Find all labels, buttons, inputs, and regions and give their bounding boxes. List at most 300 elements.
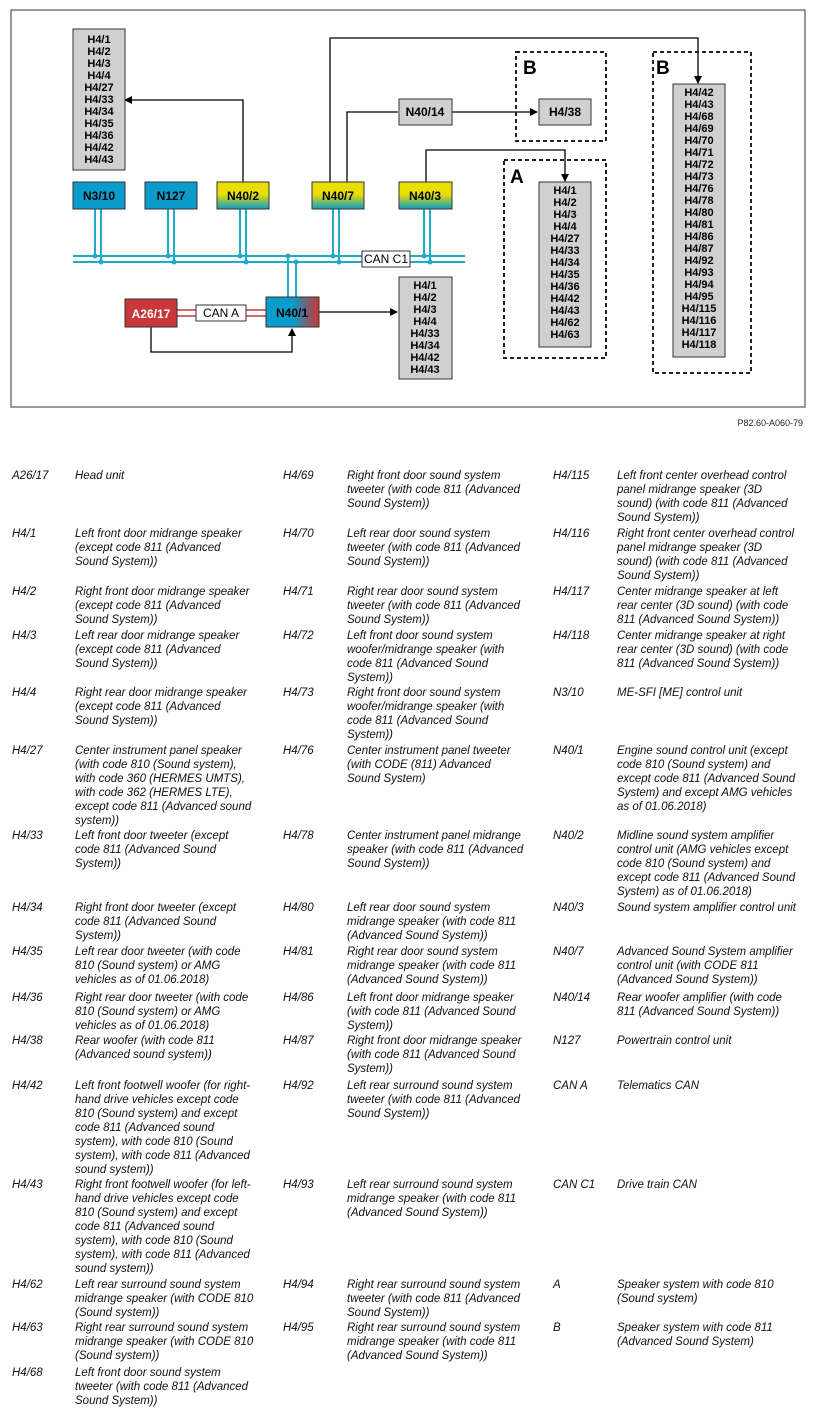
legend-description xyxy=(617,469,807,525)
legend-description-line: Right rear door sound system xyxy=(347,946,498,958)
legend-description-line: (except code 811 (Advanced xyxy=(75,701,221,713)
speaker-list-item: H4/4 xyxy=(87,70,111,82)
legend-description xyxy=(617,1178,807,1192)
legend-description-line: tweeter (with code 811 (Advanced xyxy=(347,600,521,612)
legend-description-line: with code 362 (HERMES LTE), xyxy=(75,787,233,799)
legend-code: H4/80 xyxy=(283,902,314,914)
legend-description xyxy=(617,585,807,627)
speaker-list-item: H4/87 xyxy=(684,243,714,255)
legend-description xyxy=(75,1278,265,1320)
legend-description-line: Right front door midrange speaker xyxy=(75,586,250,598)
speaker-list-item: H4/36 xyxy=(550,281,580,293)
legend-description-line: Midline sound system amplifier xyxy=(617,830,775,842)
legend-code: N3/10 xyxy=(553,687,584,699)
node-n40-7 xyxy=(312,182,364,209)
legend-description-line: 810 (Sound system) and except xyxy=(75,1207,238,1219)
legend-description-line: midrange speaker (with CODE 810 xyxy=(75,1293,254,1305)
speaker-list-item: H4/33 xyxy=(410,328,440,340)
wiring-diagram xyxy=(0,0,815,420)
legend-description xyxy=(75,901,265,943)
speaker-list-item: H4/42 xyxy=(410,352,440,364)
speaker-list-item: H4/1 xyxy=(553,185,577,197)
legend-description-line: except code 811 (Advanced Sound xyxy=(617,872,796,884)
legend-description-line: Left rear door midrange speaker xyxy=(75,630,240,642)
legend-description-line: System) and except AMG vehicles xyxy=(617,787,793,799)
legend-description-line: (with code 810 (Sound system), xyxy=(75,759,237,771)
legend-description xyxy=(347,991,537,1033)
legend-description xyxy=(75,527,265,569)
legend-description xyxy=(347,1079,537,1121)
legend-description-line: panel midrange speaker (3D xyxy=(617,542,763,554)
legend-description-line: (with CODE (811) Advanced xyxy=(347,759,491,771)
legend-code: H4/27 xyxy=(12,745,43,757)
legend-description-line: Right front door sound system xyxy=(347,470,501,482)
legend-description-line: Left rear door sound system xyxy=(347,528,491,540)
legend-description-line: hand drive vehicles except code xyxy=(75,1094,239,1106)
legend-description xyxy=(347,901,537,943)
legend-code: H4/94 xyxy=(283,1279,314,1291)
legend-code: N40/1 xyxy=(553,745,584,757)
legend-description-line: system), with code 811 (Advanced xyxy=(75,1150,250,1162)
legend-description-line: midrange speaker (with code 811 xyxy=(347,1336,517,1348)
legend-description-line: System)) xyxy=(347,1020,393,1032)
legend-description-line: tweeter (with code 811 (Advanced xyxy=(347,1293,521,1305)
speaker-list-left-top xyxy=(84,34,114,166)
speaker-list-item: H4/118 xyxy=(681,339,717,351)
node-n3-10 xyxy=(73,182,125,209)
legend-description-line: (Advanced sound system)) xyxy=(75,1049,212,1061)
legend-description-line: 810 (Sound system) or AMG xyxy=(75,960,221,972)
speaker-list-middle-bottom xyxy=(410,280,440,376)
legend-description xyxy=(75,1034,265,1062)
legend-code: H4/86 xyxy=(283,992,314,1004)
legend-code: H4/1 xyxy=(12,528,37,540)
legend-code: H4/70 xyxy=(283,528,314,540)
legend-description xyxy=(75,991,265,1033)
legend-code: N40/2 xyxy=(553,830,584,842)
legend-description-line: tweeter (with code 811 (Advanced xyxy=(347,484,521,496)
legend-description xyxy=(347,629,537,685)
legend-code: H4/33 xyxy=(12,830,43,842)
legend-description-line: Speaker system with code 810 xyxy=(617,1279,774,1291)
legend-description-line: Sound system amplifier control unit xyxy=(617,902,796,914)
legend-code: H4/43 xyxy=(12,1179,43,1191)
legend-description-line: Sound System)) xyxy=(617,512,700,524)
svg-text:CAN C1: CAN C1 xyxy=(363,252,409,266)
speaker-list-item: H4/34 xyxy=(410,340,440,352)
legend-description-line: Left rear door sound system xyxy=(347,902,491,914)
speaker-list-item: H4/43 xyxy=(550,305,580,317)
legend-description-line: (except code 811 (Advanced xyxy=(75,542,221,554)
speaker-list-item: H4/2 xyxy=(87,46,111,58)
speaker-list-item: H4/92 xyxy=(684,255,714,267)
legend-description-line: rear center (3D sound) (with code xyxy=(617,600,789,612)
speaker-list-item: H4/63 xyxy=(550,329,580,341)
legend-description-line: tweeter (with code 811 (Advanced xyxy=(347,1094,521,1106)
can-a-label xyxy=(196,305,246,321)
legend-description-line: Center instrument panel midrange xyxy=(347,830,521,842)
legend-description-line: Rear woofer amplifier (with code xyxy=(617,992,782,1004)
legend-description-line: (Sound system)) xyxy=(75,1350,160,1362)
node-a26-17 xyxy=(125,299,177,327)
legend-code: H4/62 xyxy=(12,1279,43,1291)
legend-description-line: system), with code 810 (Sound xyxy=(75,1235,233,1247)
legend-description-line: code 811 (Advanced Sound xyxy=(347,658,489,670)
legend-description xyxy=(617,945,807,987)
speaker-list-item: H4/42 xyxy=(684,87,714,99)
legend-code: H4/3 xyxy=(12,630,37,642)
legend-description xyxy=(617,527,807,583)
legend-description-line: vehicles as of 01.06.2018) xyxy=(75,974,210,986)
legend-description-line: tweeter (with code 811 (Advanced xyxy=(347,542,521,554)
legend-description-line: Sound System)) xyxy=(347,1108,430,1120)
legend-description xyxy=(75,829,265,871)
speaker-list-item: H4/3 xyxy=(413,304,437,316)
legend-description-line: Telematics CAN xyxy=(617,1080,700,1092)
legend-description-line: Right rear door tweeter (with code xyxy=(75,992,249,1004)
legend-description-line: sound) (with code 811 (Advanced xyxy=(617,498,788,510)
legend-description xyxy=(347,744,537,786)
legend-description xyxy=(75,469,265,483)
speaker-list-item: H4/27 xyxy=(84,82,114,94)
legend-description xyxy=(347,585,537,627)
legend-description xyxy=(617,629,807,671)
speaker-list-item: H4/69 xyxy=(684,123,714,135)
legend-description-line: Right rear surround sound system xyxy=(347,1279,521,1291)
speaker-list-item: H4/4 xyxy=(553,221,577,233)
legend-description-line: (except code 811 (Advanced xyxy=(75,644,221,656)
legend-description-line: System)) xyxy=(75,930,121,942)
legend-description-line: code 811 (Advanced Sound xyxy=(75,916,217,928)
legend-description-line: code 811 (Advanced Sound xyxy=(347,715,489,727)
legend-description-line: (with code 811 (Advanced Sound xyxy=(347,1049,516,1061)
legend-description xyxy=(617,991,807,1019)
speaker-list-item: H4/62 xyxy=(550,317,580,329)
legend-description-line: system)) xyxy=(75,815,120,827)
legend-description-line: Head unit xyxy=(75,470,125,482)
legend-description-line: control unit (with CODE 811 xyxy=(617,960,759,972)
figure-caption: P82.60-A060-79 xyxy=(737,418,803,428)
legend-description xyxy=(75,1178,265,1276)
legend-description-line: Right front door sound system xyxy=(347,687,501,699)
legend-code: A xyxy=(553,1279,561,1291)
legend-description xyxy=(347,1321,537,1363)
legend-description-line: (Advanced Sound System)) xyxy=(347,930,488,942)
legend-description xyxy=(347,829,537,871)
speaker-list-item: H4/4 xyxy=(413,316,437,328)
legend-description xyxy=(347,527,537,569)
speaker-list-item: H4/35 xyxy=(550,269,580,281)
legend-description-line: Left rear door tweeter (with code xyxy=(75,946,241,958)
legend-description-line: Left front footwell woofer (for right- xyxy=(75,1080,251,1092)
svg-text:H4/38: H4/38 xyxy=(548,105,582,119)
legend-description-line: Left front center overhead control xyxy=(617,470,787,482)
legend-code: H4/38 xyxy=(12,1035,43,1047)
legend-description-line: (Advanced Sound System) xyxy=(617,1336,754,1348)
legend-code: H4/73 xyxy=(283,687,314,699)
legend-code: H4/115 xyxy=(553,470,590,482)
speaker-list-item: H4/27 xyxy=(550,233,580,245)
legend-code: H4/93 xyxy=(283,1179,314,1191)
legend-code: N127 xyxy=(553,1035,581,1047)
legend-description-line: Center midrange speaker at left xyxy=(617,586,779,598)
legend-description xyxy=(75,1079,265,1177)
legend-description-line: sound) (with code 811 (Advanced xyxy=(617,556,788,568)
legend-code: CAN A xyxy=(553,1080,588,1092)
legend-description-line: System) as of 01.06.2018) xyxy=(617,886,752,898)
legend-description-line: Sound System)) xyxy=(75,715,158,727)
legend-description-line: Rear woofer (with code 811 xyxy=(75,1035,215,1047)
legend-description-line: control unit (AMG vehicles except xyxy=(617,844,789,856)
speaker-list-item: H4/36 xyxy=(84,130,114,142)
legend-description-line: midrange speaker (with CODE 810 xyxy=(75,1336,254,1348)
legend-code: H4/116 xyxy=(553,528,590,540)
legend-code: N40/14 xyxy=(553,992,591,1004)
speaker-list-item: H4/72 xyxy=(684,159,714,171)
legend-code: H4/92 xyxy=(283,1080,314,1092)
legend-description-line: code 811 (Advanced sound xyxy=(75,1221,215,1233)
legend-description-line: code 810 (Sound system) and xyxy=(617,759,771,771)
legend-code: H4/72 xyxy=(283,630,314,642)
legend-description-line: code 810 (Sound system) and xyxy=(617,858,771,870)
legend-description-line: Right front center overhead control xyxy=(617,528,795,540)
legend-description-line: speaker (with code 811 (Advanced xyxy=(347,844,524,856)
legend-description-line: (Advanced Sound System)) xyxy=(347,1350,488,1362)
legend-description-line: 811 (Advanced Sound System)) xyxy=(617,614,780,626)
speaker-list-item: H4/81 xyxy=(684,219,714,231)
speaker-list-item: H4/33 xyxy=(550,245,580,257)
speaker-list-item: H4/115 xyxy=(681,303,717,315)
legend-description-line: (except code 811 (Advanced xyxy=(75,600,221,612)
svg-text:N3/10: N3/10 xyxy=(82,189,116,203)
legend-description-line: Right rear door sound system xyxy=(347,586,498,598)
legend-description-line: hand drive vehicles except code xyxy=(75,1193,239,1205)
legend-code: H4/63 xyxy=(12,1322,43,1334)
legend-description-line: code 811 (Advanced sound xyxy=(75,1122,215,1134)
legend-description-line: Advanced Sound System amplifier xyxy=(617,946,793,958)
group-b-small-label: B xyxy=(523,58,537,79)
legend-description xyxy=(347,1278,537,1320)
legend-description-line: Right front door tweeter (except xyxy=(75,902,237,914)
legend-code: H4/118 xyxy=(553,630,590,642)
legend-description xyxy=(75,686,265,728)
legend-description-line: system), with code 810 (Sound xyxy=(75,1136,233,1148)
node-n40-3 xyxy=(399,182,452,209)
speaker-list-group-a xyxy=(550,185,580,341)
legend-description-line: System)) xyxy=(75,858,121,870)
speaker-list-item: H4/43 xyxy=(84,154,114,166)
legend-description-line: Right rear surround sound system xyxy=(75,1322,249,1334)
legend-description-line: Sound System)) xyxy=(75,1395,158,1407)
legend-description xyxy=(617,1079,807,1093)
legend-description-line: Right rear surround sound system xyxy=(347,1322,521,1334)
legend-description-line: Left front door tweeter (except xyxy=(75,830,229,842)
speaker-list-item: H4/76 xyxy=(684,183,714,195)
legend-description-line: System)) xyxy=(347,1063,393,1075)
legend-code: H4/117 xyxy=(553,586,590,598)
legend-description xyxy=(617,1278,807,1306)
group-b-large-label: B xyxy=(656,58,670,79)
legend-description-line: Left front door midrange speaker xyxy=(347,992,514,1004)
legend-description-line: sound system)) xyxy=(75,1263,154,1275)
legend-description-line: Sound System)) xyxy=(75,614,158,626)
legend-description-line: Left rear surround sound system xyxy=(347,1179,513,1191)
legend-description-line: 810 (Sound system) or AMG xyxy=(75,1006,221,1018)
speaker-list-item: H4/42 xyxy=(550,293,580,305)
legend-description xyxy=(617,744,807,814)
legend-description-line: Powertrain control unit xyxy=(617,1035,732,1047)
legend-code: H4/71 xyxy=(283,586,314,598)
legend-description xyxy=(75,585,265,627)
legend-description-line: except code 811 (Advanced sound xyxy=(75,801,252,813)
legend-code: A26/17 xyxy=(12,470,49,482)
legend-description-line: Right front door midrange speaker xyxy=(347,1035,522,1047)
legend-code: B xyxy=(553,1322,561,1334)
svg-text:CAN A: CAN A xyxy=(202,306,240,320)
legend-description-line: system), with code 811 (Advanced xyxy=(75,1249,250,1261)
legend-code: H4/81 xyxy=(283,946,314,958)
legend-description-line: Sound System)) xyxy=(75,556,158,568)
legend-description-line: Sound System)) xyxy=(617,570,700,582)
legend-description-line: ME-SFI [ME] control unit xyxy=(617,687,743,699)
legend-description-line: Left rear surround sound system xyxy=(75,1279,241,1291)
legend-description xyxy=(75,1321,265,1363)
group-a-label: A xyxy=(510,167,524,188)
speaker-list-item: H4/117 xyxy=(681,327,717,339)
legend-description-line: Right rear door midrange speaker xyxy=(75,687,247,699)
legend-description-line: (Sound system) xyxy=(617,1293,698,1305)
legend-description-line: midrange speaker (with code 811 xyxy=(347,1193,517,1205)
legend-code: N40/7 xyxy=(553,946,584,958)
speaker-list-item: H4/2 xyxy=(553,197,577,209)
speaker-list-item: H4/71 xyxy=(684,147,714,159)
legend-description xyxy=(617,901,807,915)
legend-code: H4/87 xyxy=(283,1035,314,1047)
node-h4-38 xyxy=(539,99,591,125)
legend-description-line: midrange speaker (with code 811 xyxy=(347,960,517,972)
legend-description-line: vehicles as of 01.06.2018) xyxy=(75,1020,210,1032)
speaker-list-item: H4/33 xyxy=(84,94,114,106)
legend-description xyxy=(347,469,537,511)
speaker-list-item: H4/80 xyxy=(684,207,714,219)
speaker-list-item: H4/94 xyxy=(684,279,714,291)
speaker-list-item: H4/42 xyxy=(84,142,114,154)
legend-description-line: (Sound system)) xyxy=(75,1307,160,1319)
speaker-list-group-b xyxy=(682,87,717,351)
speaker-list-item: H4/116 xyxy=(681,315,717,327)
speaker-list-item: H4/3 xyxy=(87,58,111,70)
speaker-list-item: H4/3 xyxy=(553,209,577,221)
svg-text:N40/14: N40/14 xyxy=(405,105,445,119)
legend-description xyxy=(75,744,265,828)
legend-description-line: Center instrument panel tweeter xyxy=(347,745,511,757)
legend-description-line: tweeter (with code 811 (Advanced xyxy=(75,1381,249,1393)
legend-description xyxy=(347,1178,537,1220)
legend-description-line: Left front door sound system xyxy=(347,630,493,642)
svg-text:A26/17: A26/17 xyxy=(131,307,171,321)
legend-description-line: (Advanced Sound System)) xyxy=(617,974,758,986)
speaker-list-item: H4/35 xyxy=(84,118,114,130)
legend-description-line: midrange speaker (with code 811 xyxy=(347,916,517,928)
svg-text:N127: N127 xyxy=(156,189,186,203)
legend-description-line: as of 01.06.2018) xyxy=(617,801,707,813)
legend-description-line: Right front footwell woofer (for left- xyxy=(75,1179,251,1191)
speaker-list-item: H4/78 xyxy=(684,195,714,207)
node-n127 xyxy=(145,182,197,209)
legend-description-line: Sound System)) xyxy=(75,658,158,670)
legend-description xyxy=(347,945,537,987)
legend-description-line: Sound System)) xyxy=(347,614,430,626)
svg-text:N40/2: N40/2 xyxy=(226,189,260,203)
legend-description-line: Sound System)) xyxy=(347,1307,430,1319)
legend-description-line: rear center (3D sound) (with code xyxy=(617,644,789,656)
legend-description xyxy=(75,945,265,987)
legend-description-line: Engine sound control unit (except xyxy=(617,745,788,757)
speaker-list-item: H4/68 xyxy=(684,111,714,123)
legend-code: CAN C1 xyxy=(553,1179,596,1191)
legend-description-line: 811 (Advanced Sound System)) xyxy=(617,658,780,670)
legend-code: H4/69 xyxy=(283,470,314,482)
legend-description-line: with code 360 (HERMES UMTS), xyxy=(75,773,245,785)
legend-description xyxy=(617,829,807,899)
speaker-list-item: H4/93 xyxy=(684,267,714,279)
legend-code: H4/76 xyxy=(283,745,314,757)
legend-description-line: Left rear surround sound system xyxy=(347,1080,513,1092)
node-n40-2 xyxy=(217,182,269,209)
speaker-list-item: H4/34 xyxy=(84,106,114,118)
legend-code: H4/2 xyxy=(12,586,37,598)
legend-description-line: Center instrument panel speaker xyxy=(75,745,242,757)
legend-description-line: 810 (Sound system) and except xyxy=(75,1108,238,1120)
speaker-list-item: H4/1 xyxy=(87,34,111,46)
legend-description-line: sound system)) xyxy=(75,1164,154,1176)
speaker-list-item: H4/73 xyxy=(684,171,714,183)
legend-description-line: Drive train CAN xyxy=(617,1179,697,1191)
legend-description xyxy=(75,1366,265,1408)
legend-description xyxy=(617,686,807,700)
speaker-list-item: H4/43 xyxy=(684,99,714,111)
speaker-list-item: H4/95 xyxy=(684,291,714,303)
legend-code: H4/36 xyxy=(12,992,43,1004)
legend-description-line: Sound System)) xyxy=(347,858,430,870)
legend-description-line: (Advanced Sound System)) xyxy=(347,1207,488,1219)
legend-description-line: code 811 (Advanced Sound xyxy=(75,844,217,856)
legend-description xyxy=(347,686,537,742)
legend-description-line: Left front door midrange speaker xyxy=(75,528,242,540)
legend-code: H4/42 xyxy=(12,1080,43,1092)
legend-description-line: woofer/midrange speaker (with xyxy=(347,701,505,713)
legend-description-line: Sound System)) xyxy=(347,556,430,568)
legend-description xyxy=(75,629,265,671)
svg-text:N40/7: N40/7 xyxy=(321,189,355,203)
legend-description-line: Sound System) xyxy=(347,773,426,785)
legend-description xyxy=(617,1321,807,1349)
node-n40-1 xyxy=(266,297,319,327)
legend-description-line: Center midrange speaker at right xyxy=(617,630,786,642)
can-c1-label xyxy=(362,251,410,267)
legend-description-line: Sound System)) xyxy=(347,498,430,510)
legend-code: N40/3 xyxy=(553,902,584,914)
legend-description-line: System)) xyxy=(347,729,393,741)
legend-description-line: System)) xyxy=(347,672,393,684)
legend-code: H4/35 xyxy=(12,946,43,958)
speaker-list-item: H4/43 xyxy=(410,364,440,376)
speaker-list-item: H4/2 xyxy=(413,292,437,304)
legend-description-line: except code 811 (Advanced Sound xyxy=(617,773,796,785)
legend-description-line: woofer/midrange speaker (with xyxy=(347,644,505,656)
legend-code: H4/4 xyxy=(12,687,37,699)
legend-description-line: panel midrange speaker (3D xyxy=(617,484,763,496)
